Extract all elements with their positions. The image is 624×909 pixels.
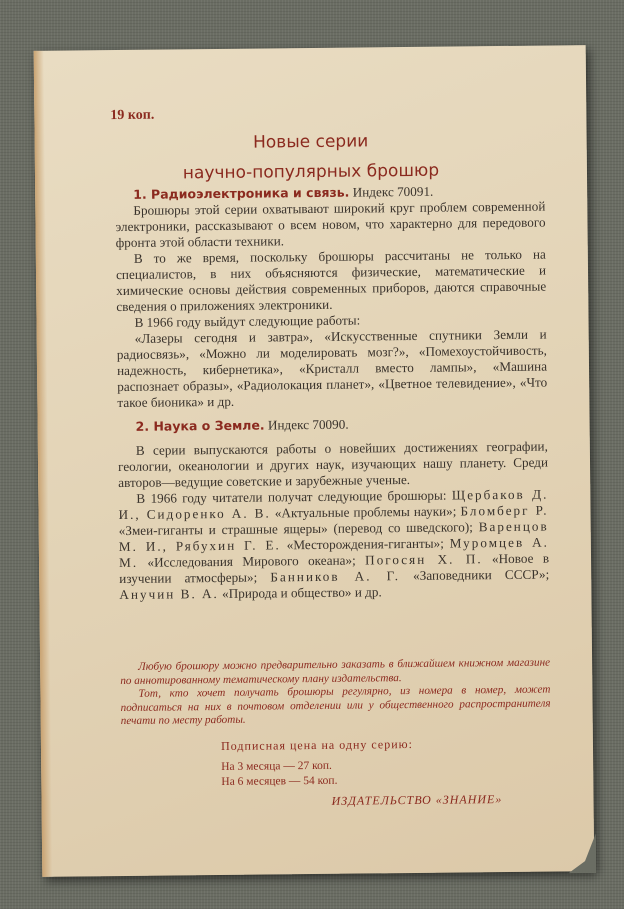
book-title: «Новое в изучении атмосферы»; <box>119 550 550 587</box>
section-2-book-list <box>118 487 549 603</box>
section-1-index: Индекс 70091. <box>352 183 434 200</box>
main-text <box>115 183 549 603</box>
brochure-back-cover <box>34 45 595 877</box>
book-author: Погосян Х. П. <box>365 551 483 568</box>
section-2-intro: В 1966 году читатели получат следующие брошюры: <box>136 487 447 506</box>
page-title-line-2: научно-популярных брошюр <box>182 160 440 184</box>
subscription-price-6-months: На 6 месяцев — 54 коп. <box>221 774 338 788</box>
page-title-line-1: Новые серии <box>252 131 369 153</box>
book-author: Варенцов М. И., Рябухин Г. Е. <box>118 518 549 555</box>
order-notes <box>120 657 551 729</box>
book-title: «Месторождения-гиганты»; <box>286 535 444 553</box>
book-title: «Природа и общество» и др. <box>222 584 382 601</box>
order-note: Любую брошюру можно предварительно заказать в ближайшем книжном магазине по аннотированному тематическому плану издательства. <box>120 656 551 687</box>
book-title: «Актуальные проблемы науки»; <box>274 503 457 521</box>
section-2-title: 2. Наука о Земле. <box>135 417 265 434</box>
publisher-name: ИЗДАТЕЛЬСТВО «ЗНАНИЕ» <box>331 792 503 808</box>
book-title: «Заповедники СССР»; <box>413 566 550 583</box>
section-1-book-list: «Лазеры сегодня и завтра», «Искусственные спутники Земли и радиосвязь», «Можно ли моделировать мозг?», «Помехоустойчивость, надежность, кибернетика», «Кристалл вместо лампы», «Машина распознает образы», «Радиолокация планет», «Цветное телевидение», «Что такое бионика» и др. <box>116 326 548 411</box>
book-author: Бломберг Р. <box>460 502 549 519</box>
book-author: Щербаков Д. И., Сидоренко А. В. <box>118 486 549 523</box>
section-2-paragraph: В серии выпускаются работы о новейших достижениях географии, геологии, океанологии и других наук, изучающих нашу планету. Среди авторов—ведущие советские и зарубежные ученые. <box>117 438 549 491</box>
section-1-paragraph: Брошюры этой серии охватывают широкий круг проблем современной электроники, рассказывают о всем новом, что характерно для передового фронта этой области техники. <box>115 198 546 251</box>
section-1-title: 1. Радиоэлектроника и связь. <box>133 184 350 202</box>
subscription-note: Тот, кто хочет получать брошюры регулярно, из номера в номер, может подписаться на них в почтовом отделении или у общественного распространителя печати по месту работы. <box>120 683 551 728</box>
section-1-paragraph: В 1966 году выйдут следующие работы: <box>134 312 361 330</box>
subscription-title: Подписная цена на одну серию: <box>220 736 413 753</box>
book-title: «Змеи-гиганты и страшные ящеры» (перевод со шведского); <box>118 519 473 539</box>
section-2-heading <box>118 415 548 436</box>
book-title: «Исследования Мирового океана»; <box>147 552 356 570</box>
price-label: 19 коп. <box>110 107 155 124</box>
subscription-price-3-months: На 3 месяца — 27 коп. <box>221 759 332 773</box>
section-1-paragraph: В то же время, поскольку брошюры рассчитаны не только на специалистов, в них объясняются физические, математические и химические основы действия современных приборов, даются справочные сведения о приложениях электроники. <box>115 246 547 315</box>
book-author: Муромцев А. М. <box>118 534 549 571</box>
book-author: Анучин В. А. <box>119 586 219 603</box>
book-author: Банников А. Г. <box>270 568 401 585</box>
section-2-index: Индекс 70090. <box>267 416 349 433</box>
